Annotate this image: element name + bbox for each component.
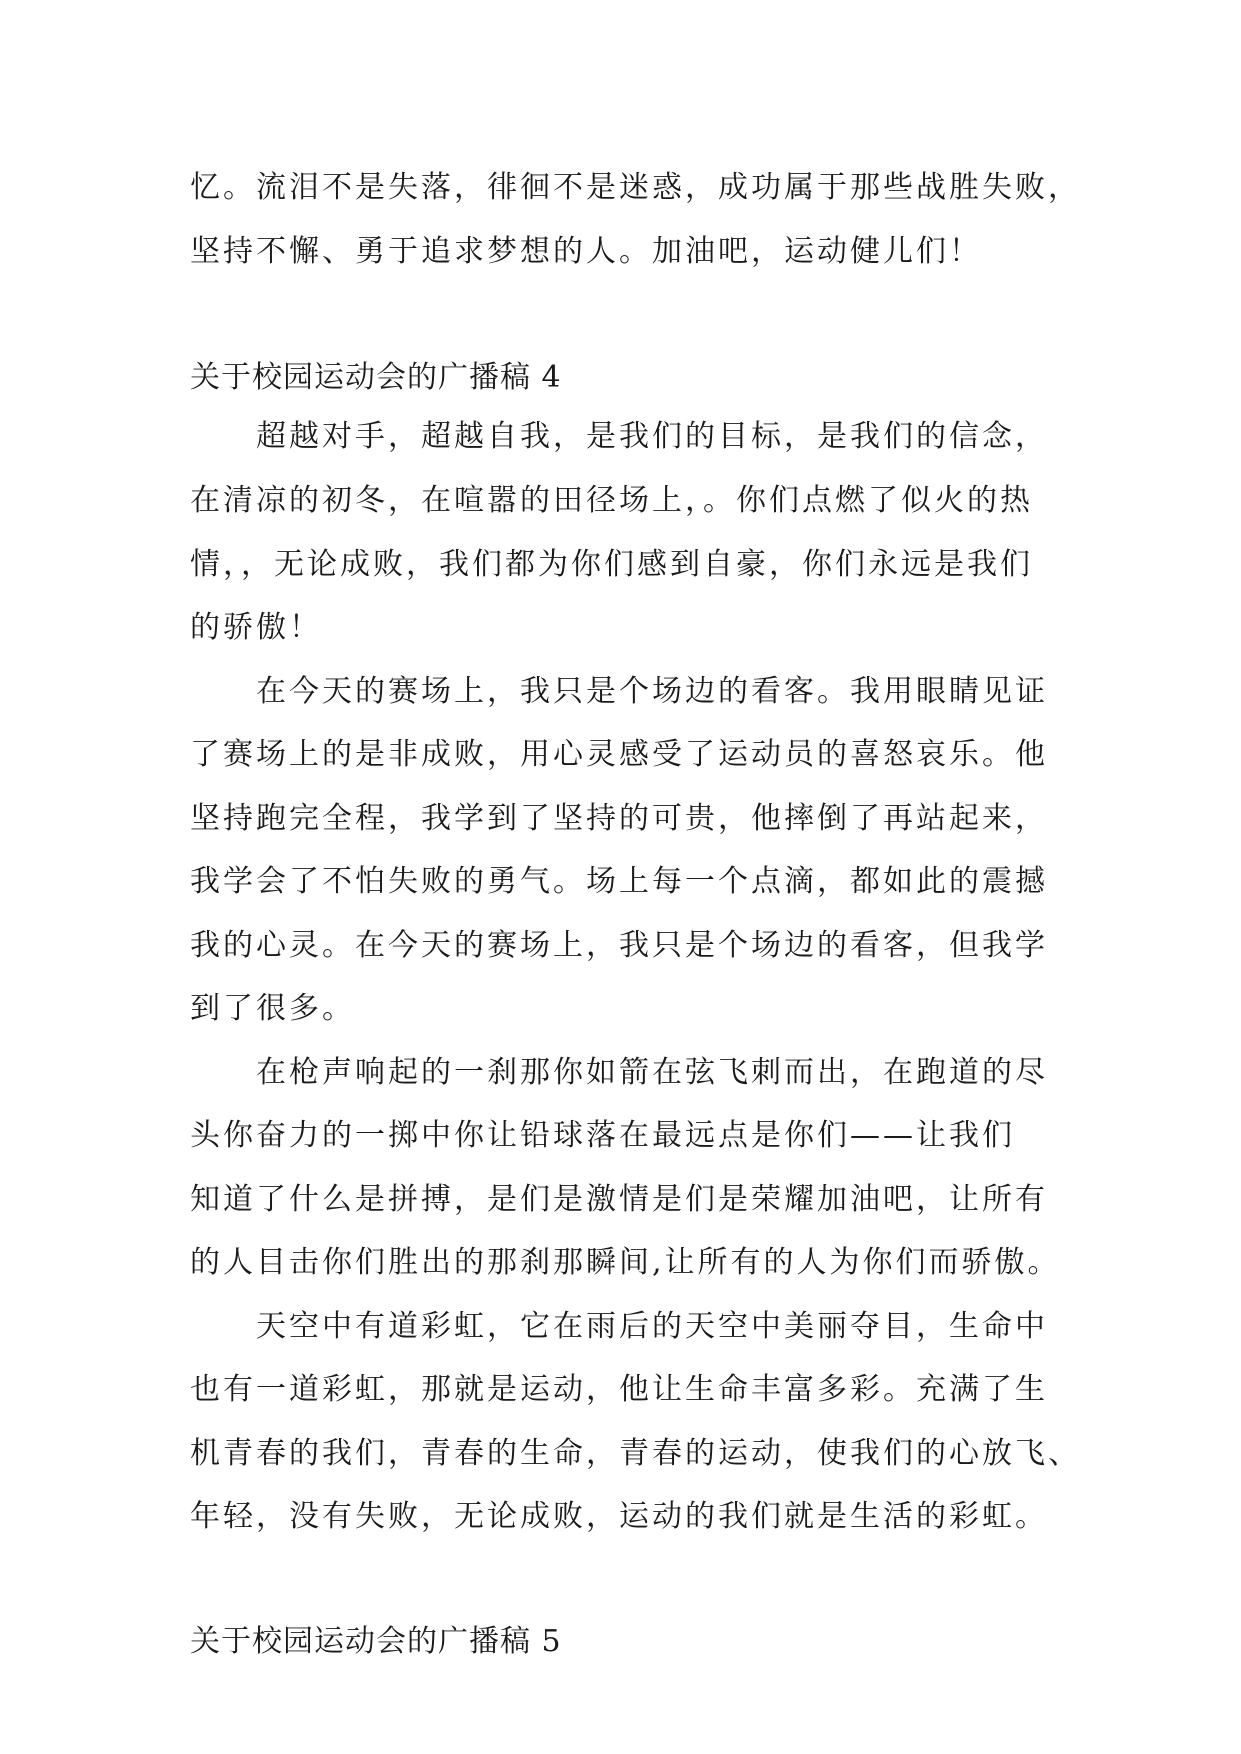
text-line: 头你奋力的一掷中你让铅球落在最远点是你们——让我们: [190, 1118, 1015, 1153]
text-line: 在枪声响起的一刹那你如箭在弦飞刺而出，在跑道的尽: [256, 1055, 1048, 1090]
section-heading: 关于校园运动会的广播稿 4: [190, 360, 562, 395]
text-line: 我学会了不怕失败的勇气。场上每一个点滴，都如此的震撼: [190, 864, 1048, 899]
text-line: 知道了什么是拼搏，是们是激情是们是荣耀加油吧，让所有: [190, 1182, 1048, 1217]
text-line: 的人目击你们胜出的那刹那瞬间,让所有的人为你们而骄傲。: [190, 1245, 1061, 1280]
text-line: 的骄傲！: [190, 610, 322, 645]
text-line: 也有一道彩虹，那就是运动，他让生命丰富多彩。充满了生: [190, 1372, 1048, 1407]
text-line: 在今天的赛场上，我只是个场边的看客。我用眼睛见证: [256, 674, 1048, 709]
text-line: 到了很多。: [190, 991, 355, 1026]
text-line: 天空中有道彩虹，它在雨后的天空中美丽夺目，生命中: [256, 1309, 1048, 1344]
text-line: 机青春的我们，青春的生命，青春的运动，使我们的心放飞、: [190, 1436, 1081, 1471]
text-line: 坚持不懈、勇于追求梦想的人。加油吧，运动健儿们！: [190, 234, 982, 269]
text-line: 我的心灵。在今天的赛场上，我只是个场边的看客，但我学: [190, 928, 1048, 963]
text-line: 了赛场上的是非成败，用心灵感受了运动员的喜怒哀乐。他: [190, 737, 1048, 772]
section-heading: 关于校园运动会的广播稿 5: [190, 1624, 562, 1659]
text-line: 年轻，没有失败，无论成败，运动的我们就是生活的彩虹。: [190, 1499, 1048, 1534]
text-line: 忆。流泪不是失落，徘徊不是迷惑，成功属于那些战胜失败，: [190, 170, 1081, 205]
text-line: 坚持跑完全程，我学到了坚持的可贵，他摔倒了再站起来，: [190, 801, 1048, 836]
text-line: 情，，无论成败，我们都为你们感到自豪，你们永远是我们: [190, 547, 1033, 582]
text-line: 超越对手，超越自我，是我们的目标，是我们的信念，: [256, 419, 1048, 454]
text-line: 在清凉的初冬，在喧嚣的田径场上，。你们点燃了似火的热: [190, 483, 1033, 518]
